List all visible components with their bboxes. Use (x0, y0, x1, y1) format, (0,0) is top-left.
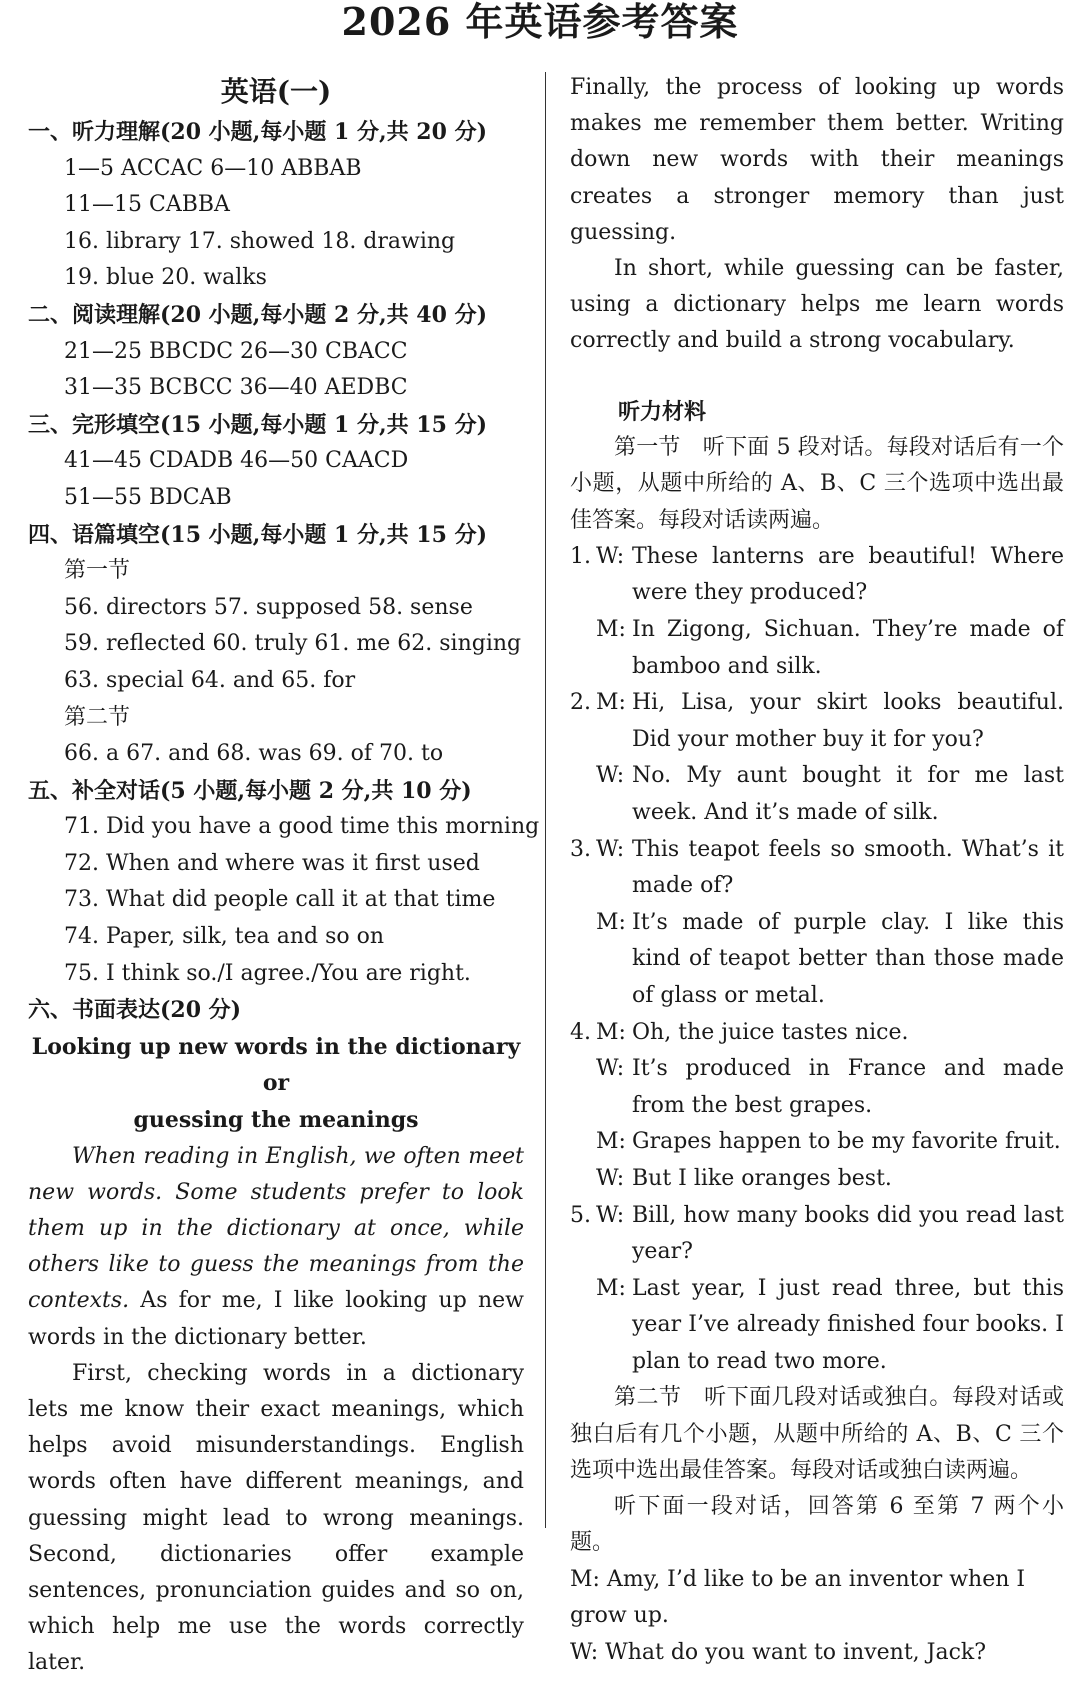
dialogue-tail-line: W: What do you want to invent, Jack? (570, 1639, 987, 1665)
section-heading: 一、听力理解(20 小题,每小题 1 分,共 20 分) (28, 119, 487, 145)
dialogue-line (570, 1124, 1064, 1161)
dialogue-text: No. My aunt bought it for me last week. And it’s made of silk. (632, 763, 1064, 825)
dialogue-text: This teapot feels so smooth. What’s it made of? (632, 836, 1064, 899)
dialogue-tail-line: M: Amy, I’d like to be an inventor when I grow up. (570, 1566, 1026, 1629)
dialogue-speaker: W: (596, 1202, 625, 1228)
dialogue-line (570, 539, 1064, 612)
dialogue-line (570, 1161, 1064, 1198)
dialogue-speaker: M: (596, 1275, 626, 1301)
answer-line: 19. blue 20. walks (64, 265, 267, 291)
dialogue-speaker: W: (596, 1056, 625, 1082)
essay-paragraph-1 (28, 1139, 524, 1356)
dialogue-list (570, 539, 1064, 1381)
subsection-label: 第一节 (64, 558, 131, 584)
answer-line: 66. a 67. and 68. was 69. of 70. to (64, 741, 444, 767)
essay-title-line-1: Looking up new words in the dictionary or (31, 1033, 521, 1097)
dialogue-text: Bill, how many books did you read last year? (632, 1202, 1064, 1265)
answer-line: 11—15 CABBA (64, 192, 230, 218)
dialogue-text: Oh, the juice tastes nice. (632, 1019, 909, 1045)
right-column (570, 70, 1064, 1671)
answer-line: 74. Paper, silk, tea and so on (64, 924, 385, 950)
dialogue-speaker: M: (596, 1019, 626, 1045)
answer-line: 41—45 CDADB 46—50 CAACD (64, 448, 409, 474)
dialogue-speaker: W: (596, 836, 625, 862)
dialogue-number (570, 1161, 596, 1198)
dialogue-line (570, 1051, 1064, 1124)
dialogue-number (570, 1271, 596, 1381)
dialogue-number: 4. (570, 1019, 591, 1045)
dialogue-number: 2. (570, 690, 591, 716)
dialogue-number (570, 1051, 596, 1124)
answer-line: 51—55 BDCAB (64, 484, 232, 510)
dialogue-number: 3. (570, 836, 591, 862)
dialogue-number (570, 905, 596, 1015)
dialogue-line (570, 832, 1064, 905)
dialogue-text: Hi, Lisa, your skirt looks beautiful. Did your mother buy it for you? (632, 690, 1064, 752)
dialogue-speaker: M: (596, 617, 626, 643)
dialogue-line (570, 758, 1064, 831)
essay-paragraph-4: In short, while guessing can be faster, using a dictionary helps me learn words correctly and build a strong vocabulary. (570, 256, 1064, 354)
dialogue-number: 5. (570, 1202, 591, 1228)
section-heading: 三、完形填空(15 小题,每小题 1 分,共 15 分) (28, 411, 487, 438)
listening-material-title: 听力材料 (618, 398, 707, 425)
listening-section-2-intro: 听下面一段对话，回答第 6 至第 7 两个小题。 (570, 1494, 1064, 1556)
answer-line: 31—35 BCBCC 36—40 AEDBC (64, 375, 408, 401)
answer-line: 59. reflected 60. truly 61. me 62. singing (64, 631, 522, 657)
section-subtitle: 英语(一) (220, 75, 332, 108)
answer-line: 63. special 64. and 65. for (64, 667, 356, 693)
dialogue-text: Last year, I just read three, but this year I’ve already finished four books. I plan to read two more. (632, 1275, 1064, 1374)
dialogue-line (570, 1198, 1064, 1271)
essay-title-line-2: guessing the meanings (133, 1107, 419, 1134)
dialogue-number: 1. (570, 543, 591, 569)
dialogue-speaker: M: (596, 1129, 626, 1155)
dialogue-text: In Zigong, Sichuan. They’re made of bamboo and silk. (632, 617, 1064, 679)
dialogue-text: These lanterns are beautiful! Where were they produced? (632, 543, 1064, 606)
dialogue-speaker: W: (596, 543, 625, 569)
dialogue-text: It’s produced in France and made from the best grapes. (632, 1056, 1064, 1118)
dialogue-line (570, 612, 1064, 685)
dialogue-number (570, 758, 596, 831)
essay-paragraph-3: Finally, the process of looking up words makes me remember them better. Writing down new words with their meanings creates a stronger memory than just guessing. (570, 75, 1064, 245)
essay-intro-italic: When reading in English, we often meet new words. Some students prefer to look them up in the dictionary at once, while others like to guess the meanings from the contexts. (28, 1143, 524, 1314)
dialogue-speaker: M: (596, 690, 626, 716)
answer-line: 75. I think so./I agree./You are right. (64, 960, 471, 986)
answer-line: 56. directors 57. supposed 58. sense (64, 594, 473, 620)
section-heading: 二、阅读理解(20 小题,每小题 2 分,共 40 分) (28, 301, 487, 328)
section-heading: 四、语篇填空(15 小题,每小题 1 分,共 15 分) (28, 521, 487, 548)
dialogue-line (570, 685, 1064, 758)
section-heading: 六、书面表达(20 分) (28, 997, 242, 1024)
dialogue-text: But I like oranges best. (632, 1165, 892, 1191)
essay-paragraph-2: First, checking words in a dictionary lets me know their exact meanings, which helps avoid misunderstandings. English words often have different meanings, and guessing might lead to wrong meanings. Second, dictionaries offer example sentences, pronunciation guides and so on, which help me use the words correctly later. (28, 1360, 524, 1676)
answer-line: 1—5 ACCAC 6—10 ABBAB (64, 155, 362, 181)
dialogue-line (570, 1271, 1064, 1381)
listening-section-1-instructions: 第一节 听下面 5 段对话。每段对话后有一个小题，从题中所给的 A、B、C 三个选项中选出最佳答案。每段对话读两遍。 (570, 435, 1064, 533)
essay-intro-rest: As for me, I like looking up new words in the dictionary better. (28, 1288, 524, 1350)
dialogue-line (570, 1015, 1064, 1052)
left-column (28, 70, 540, 1682)
answer-line: 21—25 BBCDC 26—30 CBACC (64, 338, 408, 364)
answer-line: 71. Did you have a good time this morning (64, 814, 540, 840)
dialogue-number (570, 1124, 596, 1161)
section-heading: 五、补全对话(5 小题,每小题 2 分,共 10 分) (28, 777, 472, 804)
column-divider (545, 72, 546, 1528)
page-title: 2026 年英语参考答案 (341, 0, 739, 44)
dialogue-speaker: W: (596, 763, 625, 789)
dialogue-speaker: W: (596, 1165, 625, 1191)
dialogue-speaker: M: (596, 909, 626, 935)
dialogue-line (570, 905, 1064, 1015)
dialogue-number (570, 612, 596, 685)
answer-line: 16. library 17. showed 18. drawing (64, 228, 456, 254)
listening-section-2-instructions: 第二节 听下面几段对话或独白。每段对话或独白后有几个小题，从题中所给的 A、B、C 三个选项中选出最佳答案。每段对话或独白读两遍。 (570, 1385, 1064, 1483)
subsection-label: 第二节 (64, 704, 131, 730)
dialogue-text: It’s made of purple clay. I like this kind of teapot better than those made of glass or metal. (632, 909, 1064, 1008)
dialogue-text: Grapes happen to be my favorite fruit. (632, 1129, 1061, 1155)
answer-line: 73. What did people call it at that time (64, 887, 496, 913)
answer-line: 72. When and where was it first used (64, 850, 480, 876)
